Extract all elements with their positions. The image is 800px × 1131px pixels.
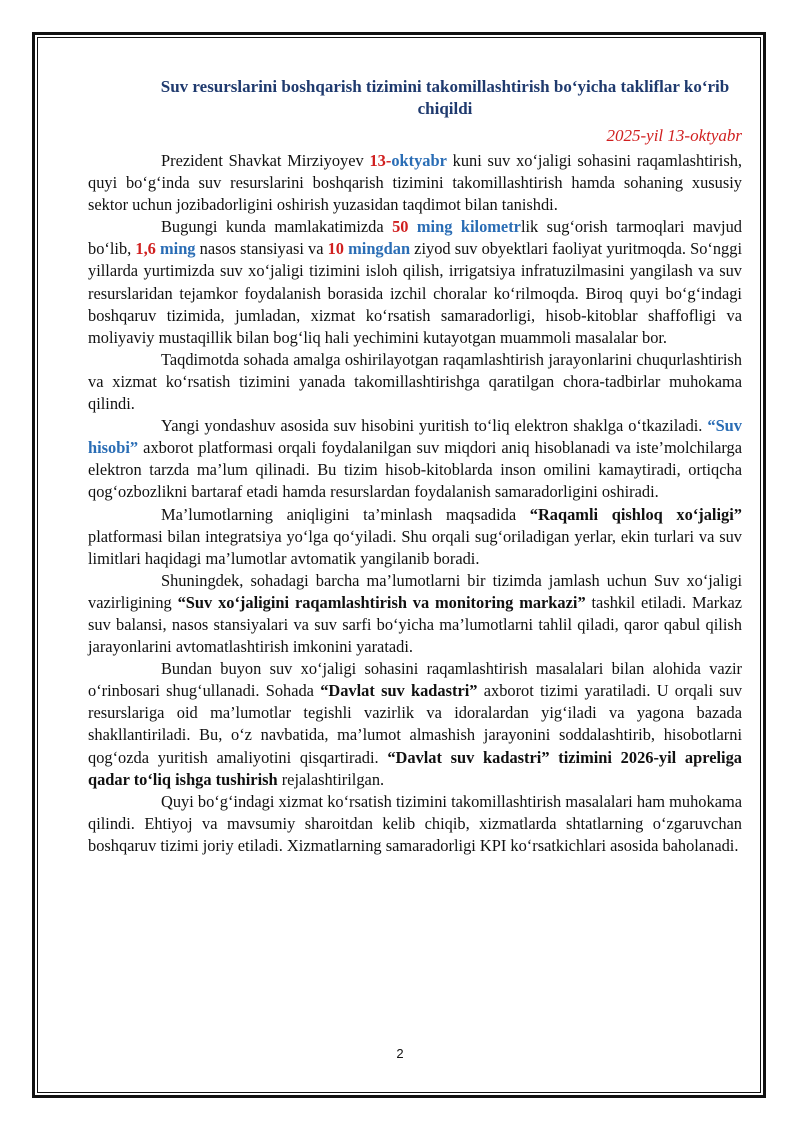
text: nasos stansiyasi va [195,239,328,259]
highlight-term: ming [155,239,196,259]
paragraph-7 [88,658,742,791]
highlight-number: 13- [369,151,392,170]
paragraph-4 [88,415,742,503]
highlight-number: 50 [392,217,409,237]
text: Ma’lumotlarning aniqligini ta’minlash maqsadida [161,504,530,524]
highlight-term: oktyabr [391,151,447,170]
page-number: 2 [396,1046,404,1061]
paragraph-5 [88,504,742,570]
text: tashkil etiladi. Markaz suv balansi, nasos stansiyalari va suv sarfi bo‘yicha ma’lumotlarni tahlil qiladi, qaror qabul qilish jarayonlarini avtomatlashtirish imkonini yaratadi. [88,592,742,657]
document-date: 2025-yil 13-oktyabr [606,126,742,145]
text: Prezident Shavkat Mirziyoyev [161,151,370,170]
paragraph-1 [88,150,742,216]
highlight-term: “Suv hisobi” [88,416,742,458]
text: Shuningdek, sohadagi barcha ma’lumotlarni bir tizimda jamlash uchun Suv xo‘jaligi vazirligining [88,570,742,612]
paragraph-6 [88,570,742,658]
text: platformasi bilan integratsiya yo‘lga qo‘yiladi. Shu orqali sug‘oriladigan yerlar, ekin turlari va suv limitlari haqidagi ma’lumotlar avtomatik yangilanib boradi. [88,526,742,568]
paragraph-8: Quyi bo‘g‘indagi xizmat ko‘rsatish tizimini takomillashtirish masalalari ham muhokama qilindi. Ehtiyoj va mavsumiy sharoitdan kelib chiqib, xizmatlarda shtatlarning o‘zgaruvchan boshqaruv tizimi joriy etiladi. Xizmatlarning samaradorligi KPI ko‘rsatkichlari asosida baholanadi. [88,791,742,855]
bold-term: “Davlat suv kadastri” [320,681,478,701]
highlight-term: mingdan [344,239,411,259]
bold-term: “Raqamli qishloq xo‘jaligi” [529,504,742,524]
text: axborot platformasi orqali foydalanilgan suv miqdori aniq hisoblanadi va iste’molchilarga elektron tarzda ma’lum qilinadi. Bu tizim hisob-kitoblarda inson omilini kamaytiradi, ortiqcha qog‘ozbozlikni bartaraf etadi hamda resurslardan foydalanish samaradorligini oshiradi. [88,438,742,502]
bold-term: “Davlat suv kadastri” tizimini 2026-yil apreliga qadar to‘liq ishga tushirish [88,747,742,789]
highlight-number: 1,6 [135,239,156,259]
text: kuni suv xo‘jaligi sohasini raqamlashtirish, quyi bo‘g‘inda suv resurslarini boshqarish tizimini takomillashtirish hamda sohaning xususiy sektor uchun jozibadorligini oshirish yuzasidan taqdimot bilan tanishdi. [88,151,742,215]
text: Bugungi kunda mamlakatimizda [161,217,393,237]
document-body [88,76,742,857]
bold-term: “Suv xo‘jaligini raqamlashtirish va monitoring markazi” [177,592,586,612]
highlight-number: 10 [327,239,344,259]
text: Bundan buyon suv xo‘jaligi sohasini raqamlashtirish masalalari bilan alohida vazir o‘rinbosari shug‘ullanadi. Sohada [88,659,742,701]
paragraph-3: Taqdimotda sohada amalga oshirilayotgan raqamlashtirish jarayonlarini chuqurlashtirish va xizmat ko‘rsatish tizimini yanada takomillashtirishga qaratilgan chora-tadbirlar muhokama qilindi. [88,349,742,414]
text: axborot tizimi yaratiladi. U orqali suv resurslariga oid ma’lumotlar tegishli vazirlik va idoralardan yig‘iladi va yagona bazada shakllantiriladi. Bu, o‘z navbatida, ma’lumot almashish jarayonini soddalashtirib, hisobotlarni qog‘ozda yuritish amaliyotini qisqartiradi. [88,681,743,767]
text: ziyod suv obyektlari faoliyat yuritmoqda. So‘nggi yillarda yurtimizda suv xo‘jaligi tizimini isloh qilish, irrigatsiya infratuzilmasini yangilash va suv resurslaridan tejamkor foydalanish borasida izchil choralar ko‘rilmoqda. Biroq quyi bo‘g‘indagi boshqaruv tizimida, jumladan, xizmat ko‘rsatish samaradorligi, hisob-kitoblar shaffofligi va moliyaviy mustaqillik bilan bog‘liq hali yechimini kutayotgan muammoli masalalar bor. [88,239,743,347]
text: lik sug‘orish tarmoqlari mavjud bo‘lib, [88,217,742,259]
highlight-term: ming kilometr [408,217,521,237]
text: rejalashtirilgan. [277,769,385,789]
paragraph-2 [88,216,742,349]
document-title: Suv resurslarini boshqarish tizimini takomillashtirish bo‘yicha takliflar ko‘rib chiqildi [160,77,730,118]
text: Yangi yondashuv asosida suv hisobini yuritish to‘liq elektron shaklga o‘tkaziladi. [161,416,708,436]
